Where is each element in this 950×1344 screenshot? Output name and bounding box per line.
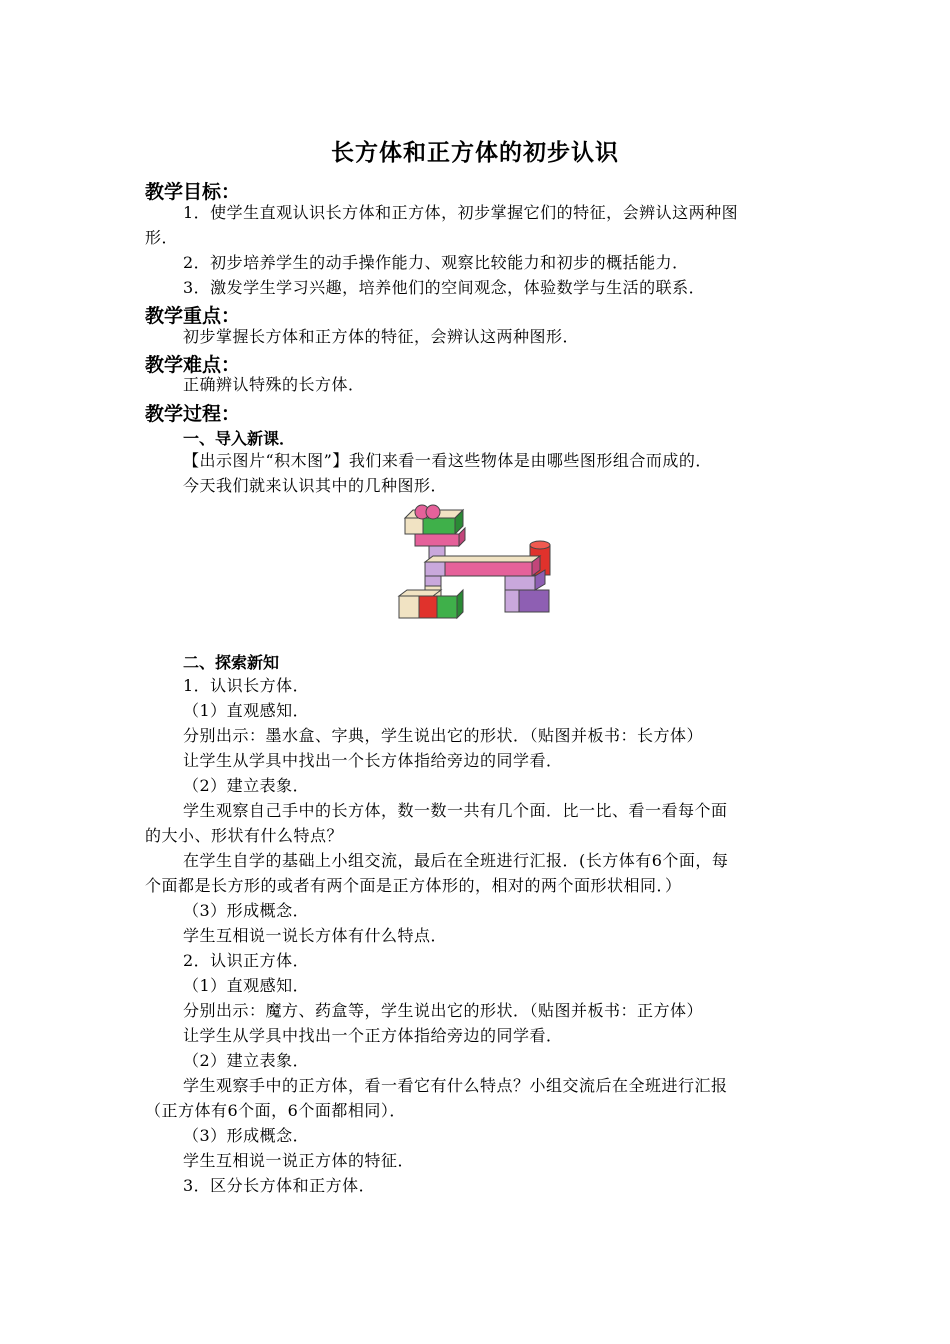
s2-2-b-text1: 学生观察手中的正方体，看一看它有什么特点？小组交流后在全班进行汇报: [183, 1076, 728, 1095]
process-heading: 教学过程：: [145, 403, 241, 425]
s2-2-a-text2: 让学生从学具中找出一个正方体指给旁边的同学看．: [183, 1026, 563, 1045]
s2-1-a-text2: 让学生从学具中找出一个长方体指给旁边的同学看．: [183, 751, 563, 770]
s2-1-a: （1）直观感知．: [183, 701, 310, 720]
objectives-heading: 教学目标：: [145, 181, 241, 203]
objective-3: 3．激发学生学习兴趣，培养他们的空间观念，体验数学与生活的联系．: [183, 278, 706, 297]
s2-2-heading: 2．认识正方体．: [183, 951, 310, 970]
s2-1-c-text: 学生互相说一说长方体有什么特点．: [183, 926, 448, 945]
s2-1-b-text1: 学生观察自己手中的长方体，数一数一共有几个面．比一比、看一看每个面: [183, 801, 728, 820]
section-1-line1: 【出示图片“积木图”】我们来看一看这些物体是由哪些图形组合而成的．: [183, 451, 712, 470]
s2-2-b: （2）建立表象．: [183, 1051, 310, 1070]
difficulty-text: 正确辨认特殊的长方体．: [183, 375, 365, 394]
s2-1-c: （3）形成概念．: [183, 901, 310, 920]
s2-2-c: （3）形成概念．: [183, 1126, 310, 1145]
s2-1-heading: 1．认识长方体．: [183, 676, 310, 695]
s2-1-b-text2: 的大小、形状有什么特点？: [145, 826, 344, 845]
key-points-heading: 教学重点：: [145, 305, 241, 327]
objective-2: 2．初步培养学生的动手操作能力、观察比较能力和初步的概括能力．: [183, 253, 689, 272]
building-blocks-image: [395, 500, 560, 632]
s2-3-heading: 3．区分长方体和正方体．: [183, 1176, 376, 1195]
s2-1-b-text3: 在学生自学的基础上小组交流，最后在全班进行汇报．(长方体有6个面，每: [183, 851, 729, 870]
key-points-text: 初步掌握长方体和正方体的特征，会辨认这两种图形．: [183, 327, 580, 346]
difficulty-heading: 教学难点：: [145, 354, 241, 376]
page-title: 长方体和正方体的初步认识: [331, 140, 619, 166]
objective-1-line1: 1．使学生直观认识长方体和正方体，初步掌握它们的特征，会辨认这两种图: [183, 203, 739, 222]
s2-1-b: （2）建立表象．: [183, 776, 310, 795]
s2-1-a-text1: 分别出示：墨水盒、字典，学生说出它的形状．（贴图并板书：长方体）: [183, 726, 704, 745]
s2-2-b-text2: （正方体有6个面，6个面都相同）．: [145, 1101, 406, 1120]
section-1-line2: 今天我们就来认识其中的几种图形．: [183, 476, 448, 495]
section-2-title: 二、探索新知: [183, 653, 280, 672]
s2-2-a: （1）直观感知．: [183, 976, 310, 995]
objective-1-line2: 形．: [145, 228, 179, 247]
s2-2-a-text1: 分别出示：魔方、药盒等，学生说出它的形状．（贴图并板书：正方体）: [183, 1001, 704, 1020]
s2-2-c-text: 学生互相说一说正方体的特征．: [183, 1151, 415, 1170]
building-blocks-illustration: [395, 500, 560, 632]
s2-1-b-text4: 个面都是长方形的或者有两个面是正方体形的，相对的两个面形状相同．）: [145, 876, 682, 895]
section-1-title: 一、导入新课．: [183, 429, 296, 448]
